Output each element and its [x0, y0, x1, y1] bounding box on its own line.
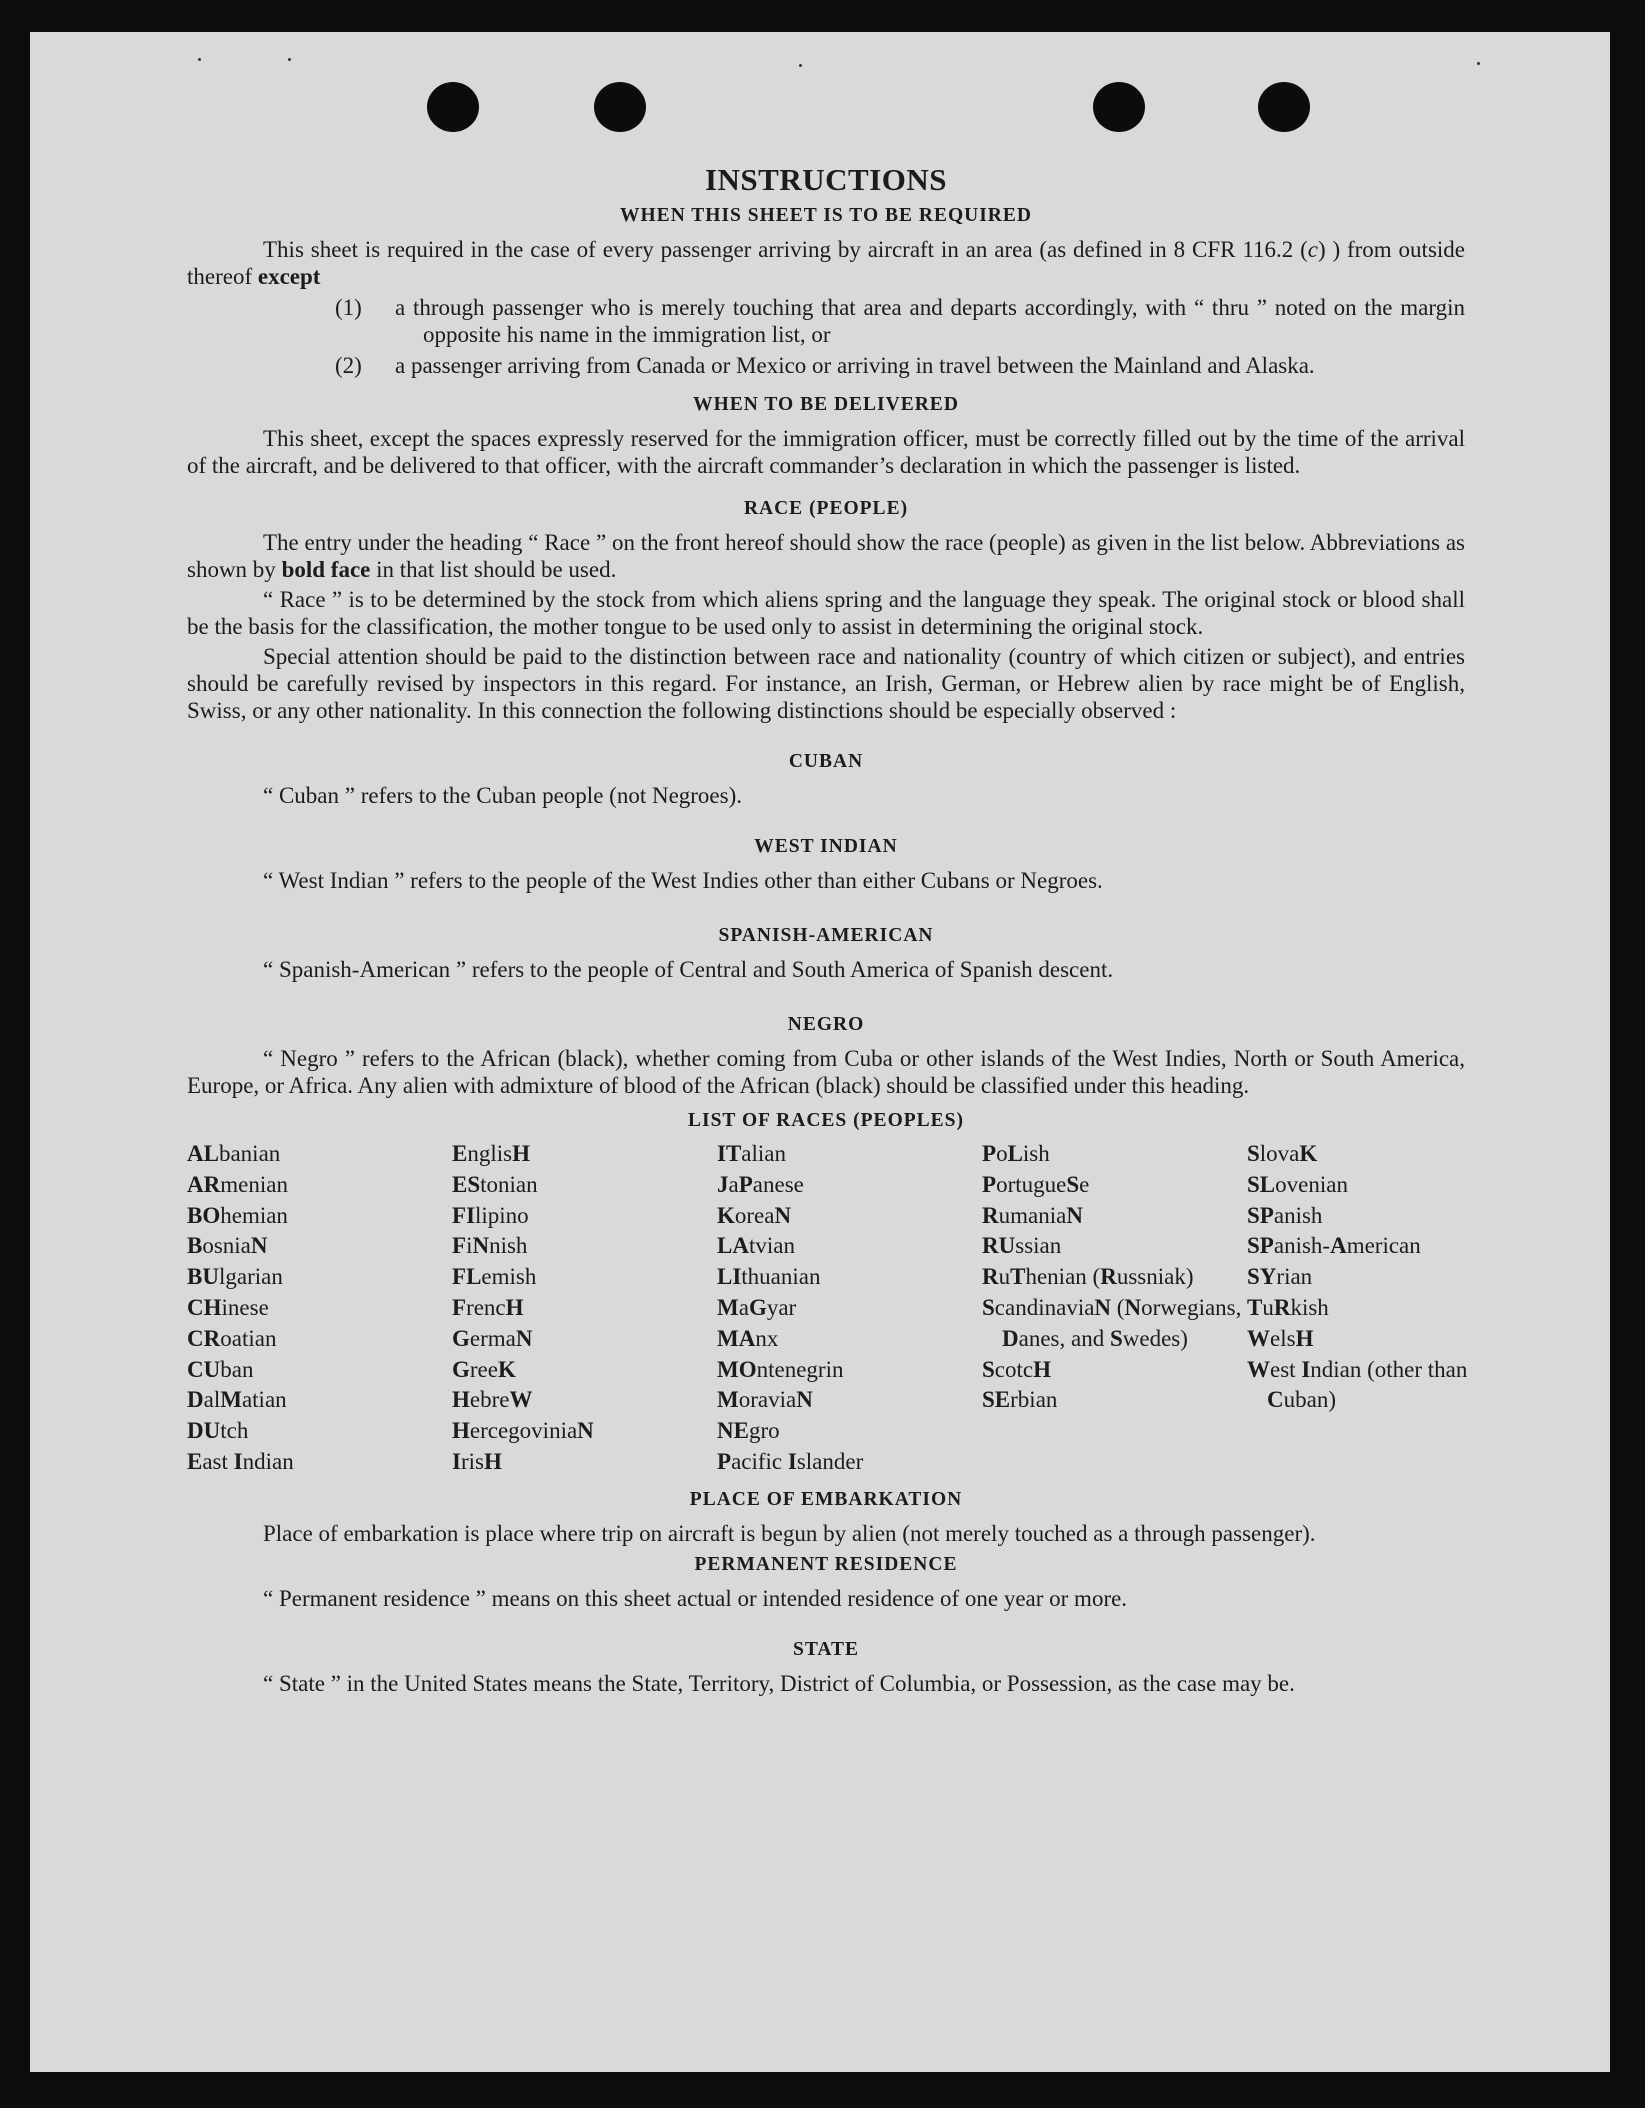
section-heading: STATE	[792, 1638, 860, 1660]
text-span: The entry under the heading “ Race ” on the front hereof should show the race (people) as given in the list below. Abbreviations as shown by	[187, 530, 1465, 582]
page-title: INSTRUCTIONS	[704, 162, 947, 197]
paragraph	[187, 529, 1465, 583]
paragraph: “ Race ” is to be determined by the stock from which aliens spring and the language they speak. The original stock or blood shall be the basis for the classification, the mother tongue to be used only to assist in determining the original stock.	[187, 587, 1465, 639]
paragraph: “ Cuban ” refers to the Cuban people (not Negroes).	[263, 783, 743, 808]
race-entry: SPanish-American	[1247, 1233, 1421, 1259]
race-entry: MaGyar	[717, 1294, 797, 1320]
item-number: (2)	[335, 353, 362, 378]
race-entry: ALbanian	[187, 1141, 281, 1166]
dust-speck	[799, 64, 802, 67]
race-entry: KoreaN	[717, 1202, 792, 1228]
paragraph: “ Permanent residence ” means on this sheet actual or intended residence of one year or more.	[263, 1585, 1128, 1611]
race-entry: ScandinaviaN (Norwegians, Danes, and Swedes)	[982, 1294, 1242, 1351]
paragraph: This sheet, except the spaces expressly reserved for the immigration officer, must be correctly filled out by the time of the arrival of the aircraft, and be delivered to that officer, with the aircraft commander’s declaration in which the passenger is listed.	[187, 426, 1465, 478]
race-entry: HercegoviniaN	[452, 1418, 594, 1444]
paragraph: “ Negro ” refers to the African (black), whether coming from Cuba or other islands of the West Indies, North or South America, Europe, or Africa. Any alien with admixture of blood of the African (black) should be classified under this heading.	[187, 1046, 1465, 1098]
race-entry: ITalian	[717, 1141, 786, 1166]
text-span: c	[1307, 237, 1318, 262]
race-entry: MAnx	[717, 1325, 779, 1351]
race-entry: HebreW	[452, 1387, 533, 1413]
punch-hole-icon	[1093, 82, 1145, 132]
document-page	[30, 32, 1610, 2072]
race-entry: RumaniaN	[982, 1202, 1083, 1228]
race-column	[982, 1139, 1247, 1478]
race-column	[1247, 1139, 1477, 1478]
section-heading: PERMANENT RESIDENCE	[694, 1553, 958, 1575]
paragraph	[187, 236, 1465, 290]
race-entry: BUlgarian	[187, 1264, 283, 1290]
punch-hole-icon	[427, 82, 479, 132]
race-entry: RuThenian (Russniak)	[982, 1264, 1194, 1290]
race-list	[187, 1139, 1468, 1478]
list-item	[187, 352, 1465, 379]
race-entry: BOhemian	[187, 1202, 288, 1228]
text-span: ) ) from outside thereof	[187, 237, 1465, 289]
dust-speck	[198, 58, 201, 61]
section-heading: LIST OF RACES (PEOPLES)	[687, 1110, 964, 1131]
paragraph: “ Spanish-American ” refers to the people of Central and South America of Spanish descent.	[263, 957, 1114, 982]
race-entry: East Indian	[187, 1448, 294, 1474]
race-entry: EStonian	[452, 1171, 538, 1197]
race-entry: PortugueSe	[982, 1171, 1090, 1197]
instructions-body	[187, 162, 1468, 1697]
race-entry: SlovaK	[1247, 1141, 1318, 1166]
text-span: in that list should be used.	[370, 557, 617, 582]
section-heading: NEGRO	[787, 1014, 865, 1035]
item-number: (1)	[335, 295, 362, 320]
race-entry: ARmenian	[187, 1171, 288, 1197]
paragraph: Place of embarkation is place where trip on aircraft is begun by alien (not merely touched as a through passenger).	[263, 1520, 1316, 1546]
section-heading: SPANISH-AMERICAN	[718, 925, 934, 946]
race-entry: CUban	[187, 1356, 254, 1382]
race-entry: SPanish	[1247, 1202, 1323, 1228]
race-entry: GermaN	[452, 1325, 533, 1351]
race-entry: FIlipino	[452, 1202, 529, 1228]
punch-hole-icon	[594, 82, 646, 132]
race-entry: SYrian	[1247, 1264, 1313, 1290]
paragraph: “ State ” in the United States means the State, Territory, District of Columbia, or Possession, as the case may be.	[263, 1670, 1295, 1696]
race-entry: WelsH	[1247, 1325, 1314, 1351]
text-span: This sheet is required in the case of every passenger arriving by aircraft in an area (as defined in 8 CFR 116.2 (	[263, 237, 1308, 262]
section-heading: PLACE OF EMBARKATION	[689, 1488, 963, 1510]
race-entry: West Indian (other than Cuban)	[1247, 1356, 1468, 1413]
race-entry: LIthuanian	[717, 1264, 821, 1290]
section-heading: WEST INDIAN	[754, 836, 898, 857]
race-column	[452, 1139, 717, 1478]
item-text: a through passenger who is merely touching that area and departs accordingly, with “ thru ” noted on the margin opposite his name in the immigration list, or	[395, 295, 1465, 347]
race-entry: FiNnish	[452, 1233, 528, 1259]
race-entry: RUssian	[982, 1233, 1062, 1259]
race-entry: ScotcH	[982, 1356, 1051, 1382]
race-entry: LAtvian	[717, 1233, 795, 1259]
section-heading: WHEN TO BE DELIVERED	[693, 394, 959, 415]
race-entry: JaPanese	[717, 1171, 804, 1197]
race-entry: FrencH	[452, 1294, 524, 1320]
paragraph: Special attention should be paid to the distinction between race and nationality (country of which citizen or subject), and entries should be carefully revised by inspectors in this regard. For instance, an Irish, German, or Hebrew alien by race might be of English, Swiss, or any other nationality. In this connection the following distinctions should be especially observed :	[187, 644, 1465, 723]
race-entry: SLovenian	[1247, 1171, 1348, 1197]
section-heading: RACE (PEOPLE)	[743, 498, 909, 519]
race-entry: PoLish	[982, 1141, 1050, 1166]
race-entry: DUtch	[187, 1418, 249, 1444]
item-text: a passenger arriving from Canada or Mexico or arriving in travel between the Mainland and Alaska.	[395, 353, 1315, 378]
punch-hole-icon	[1258, 82, 1310, 132]
list-item	[187, 294, 1465, 348]
text-span: except	[257, 264, 321, 289]
race-entry: SErbian	[982, 1387, 1058, 1413]
race-entry: CRoatian	[187, 1325, 277, 1351]
race-entry: IrisH	[452, 1448, 502, 1474]
race-entry: GreeK	[452, 1356, 516, 1382]
race-entry: DalMatian	[187, 1387, 287, 1413]
race-entry: NEgro	[717, 1418, 780, 1444]
race-entry: CHinese	[187, 1294, 269, 1320]
race-entry: BosniaN	[187, 1233, 268, 1259]
race-entry: MoraviaN	[717, 1387, 813, 1413]
race-entry: EnglisH	[452, 1141, 530, 1166]
text-span: bold face	[281, 557, 371, 582]
race-entry: FLemish	[452, 1264, 537, 1290]
section-heading: CUBAN	[788, 751, 864, 772]
race-entry: TuRkish	[1247, 1294, 1329, 1320]
race-column	[187, 1139, 452, 1478]
race-entry: MOntenegrin	[717, 1356, 844, 1382]
dust-speck	[288, 58, 291, 61]
dust-speck	[1477, 62, 1480, 65]
section-heading: WHEN THIS SHEET IS TO BE REQUIRED	[620, 205, 1032, 226]
paragraph: “ West Indian ” refers to the people of the West Indies other than either Cubans or Negroes.	[263, 868, 1103, 893]
race-entry: Pacific Islander	[717, 1448, 864, 1474]
race-column	[717, 1139, 982, 1478]
